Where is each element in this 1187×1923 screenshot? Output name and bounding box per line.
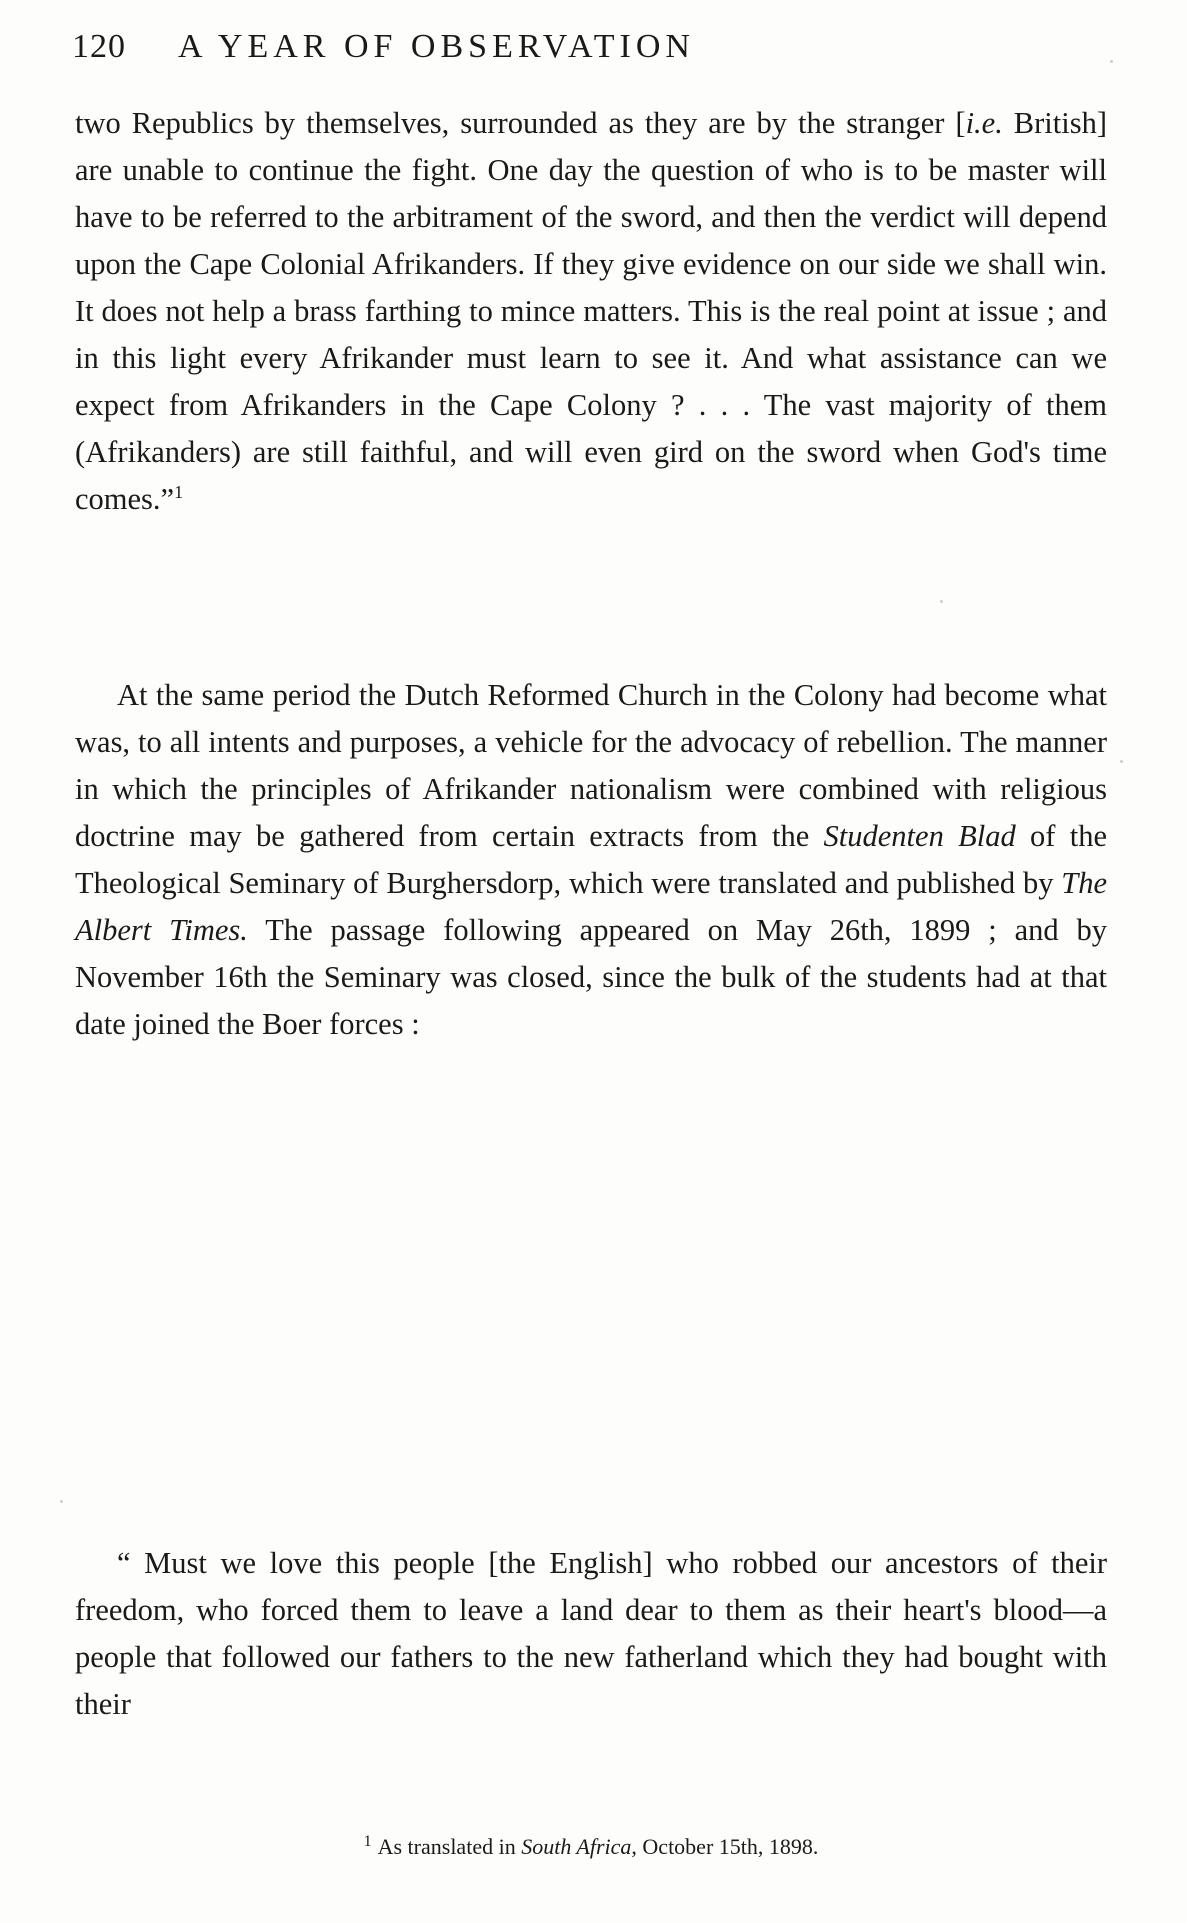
paper-speckle bbox=[940, 600, 943, 603]
running-head-title: A YEAR OF OBSERVATION bbox=[178, 28, 695, 65]
page-header bbox=[72, 28, 1112, 66]
quote-text-part-1: two Republics by themselves, surrounded as they are by the stranger [ bbox=[75, 106, 966, 140]
paragraph-quote-first bbox=[75, 100, 1107, 523]
footnote-marker: 1 bbox=[363, 1832, 372, 1850]
footnote bbox=[75, 1832, 1107, 1862]
footnote-reference-marker: 1 bbox=[174, 481, 184, 502]
main-paragraph-block bbox=[75, 672, 1107, 1048]
paper-speckle bbox=[1110, 60, 1113, 63]
footnote-source-title: South Africa bbox=[521, 1834, 632, 1859]
paragraph-main bbox=[75, 672, 1107, 1048]
page-number: 120 bbox=[72, 28, 126, 65]
main-text-part-2: of the Theological Seminary of Burghersdorp, which were translated and published by bbox=[75, 819, 1107, 900]
quotation-block-second bbox=[75, 1540, 1107, 1728]
paper-speckle bbox=[60, 1500, 63, 1503]
quote-italic-ie: i.e. bbox=[965, 106, 1003, 140]
paper-speckle bbox=[1120, 760, 1123, 763]
title-albert-times: The Albert Times. bbox=[75, 866, 1107, 947]
main-text-part-1: At the same period the Dutch Reformed Church in the Colony had become what was, to all intents and purposes, a vehicle for the advocacy of rebellion. The manner in which the principles of Afrikander nationalism were combined with religious doctrine may be gathered from certain extracts from the bbox=[75, 678, 1107, 853]
footnote-text-part-2: , October 15th, 1898. bbox=[631, 1834, 819, 1859]
footnote-text-part-1: As translated in bbox=[377, 1834, 522, 1859]
paragraph-quote-second: “ Must we love this people [the English] who robbed our ancestors of their freedom, who forced them to leave a land dear to them as their heart's blood—a people that followed our fathers to the new fatherland which they had bought with their bbox=[75, 1546, 1107, 1721]
quote-text-part-2: British] are unable to continue the fight. One day the question of who is to be master will have to be referred to the arbitrament of the sword, and then the verdict will depend upon the Cape Colonial Afrikanders. If they give evidence on our side we shall win. It does not help a brass farthing to mince matters. This is the real point at issue ; and in this light every Afrikander must learn to see it. And what assistance can we expect from Afrikanders in the Cape Colony ? . . . The vast majority of them (Afrikanders) are still faithful, and will even gird on the sword when God's time comes.” bbox=[75, 106, 1107, 516]
title-studenten-blad: Studenten Blad bbox=[823, 819, 1016, 853]
quotation-block-first bbox=[75, 100, 1107, 523]
main-text-part-3: The passage following appeared on May 26th, 1899 ; and by November 16th the Seminary was closed, since the bulk of the students had at that date joined the Boer forces : bbox=[75, 913, 1107, 1041]
